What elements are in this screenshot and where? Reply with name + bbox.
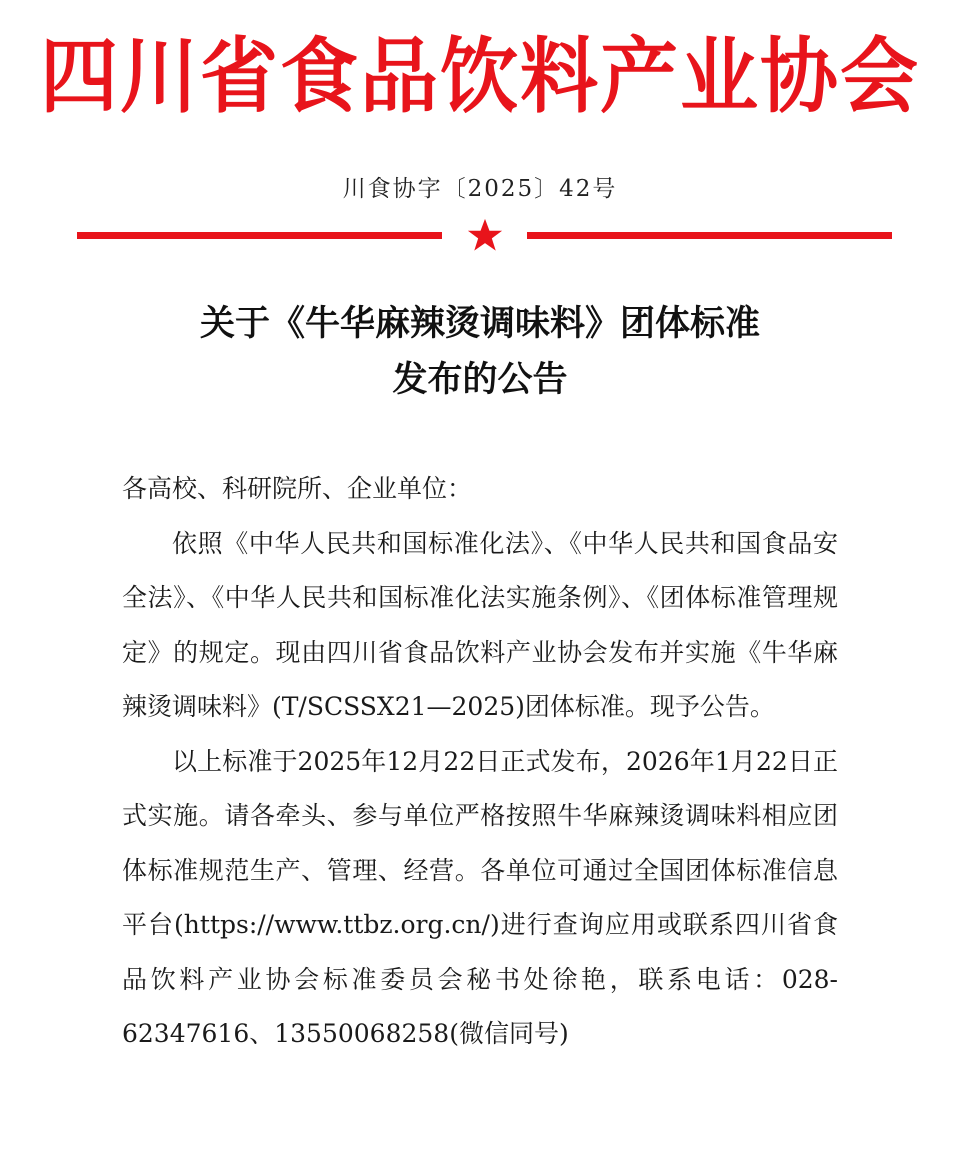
announcement-title — [0, 296, 960, 408]
red-divider-right — [527, 232, 892, 239]
salutation: 各高校、科研院所、企业单位： — [122, 474, 473, 503]
document-number: 川食协字〔2025〕42号 — [342, 176, 618, 202]
title-line-2: 发布的公告 — [392, 360, 568, 400]
announcement-body — [122, 462, 838, 1062]
body-paragraph-1: 依照《中华人民共和国标准化法》、《中华人民共和国食品安全法》、《中华人民共和国标准化法实施条例》、《团体标准管理规定》的规定。现由四川省食品饮料产业协会发布并实施《牛华麻辣烫调味料》(T/SCSSX21—2025)团体标准。现予公告。 — [122, 528, 838, 721]
body-paragraph-2: 以上标准于2025年12月22日正式发布，2026年1月22日正式实施。请各牵头、参与单位严格按照牛华麻辣烫调味料相应团体标准规范生产、管理、经营。各单位可通过全国团体标准信息平台(https://www.ttbz.org.cn/)进行查询应用或联系四川省食品饮料产业协会标准委员会秘书处徐艳，联系电话：028-62347616、13550068258(微信同号) — [122, 746, 838, 1048]
title-line-1: 关于《牛华麻辣烫调味料》团体标准 — [199, 304, 760, 344]
organization-letterhead: 四川省食品饮料产业协会 — [39, 29, 920, 125]
star-icon — [466, 216, 504, 254]
red-divider-left — [77, 232, 442, 239]
